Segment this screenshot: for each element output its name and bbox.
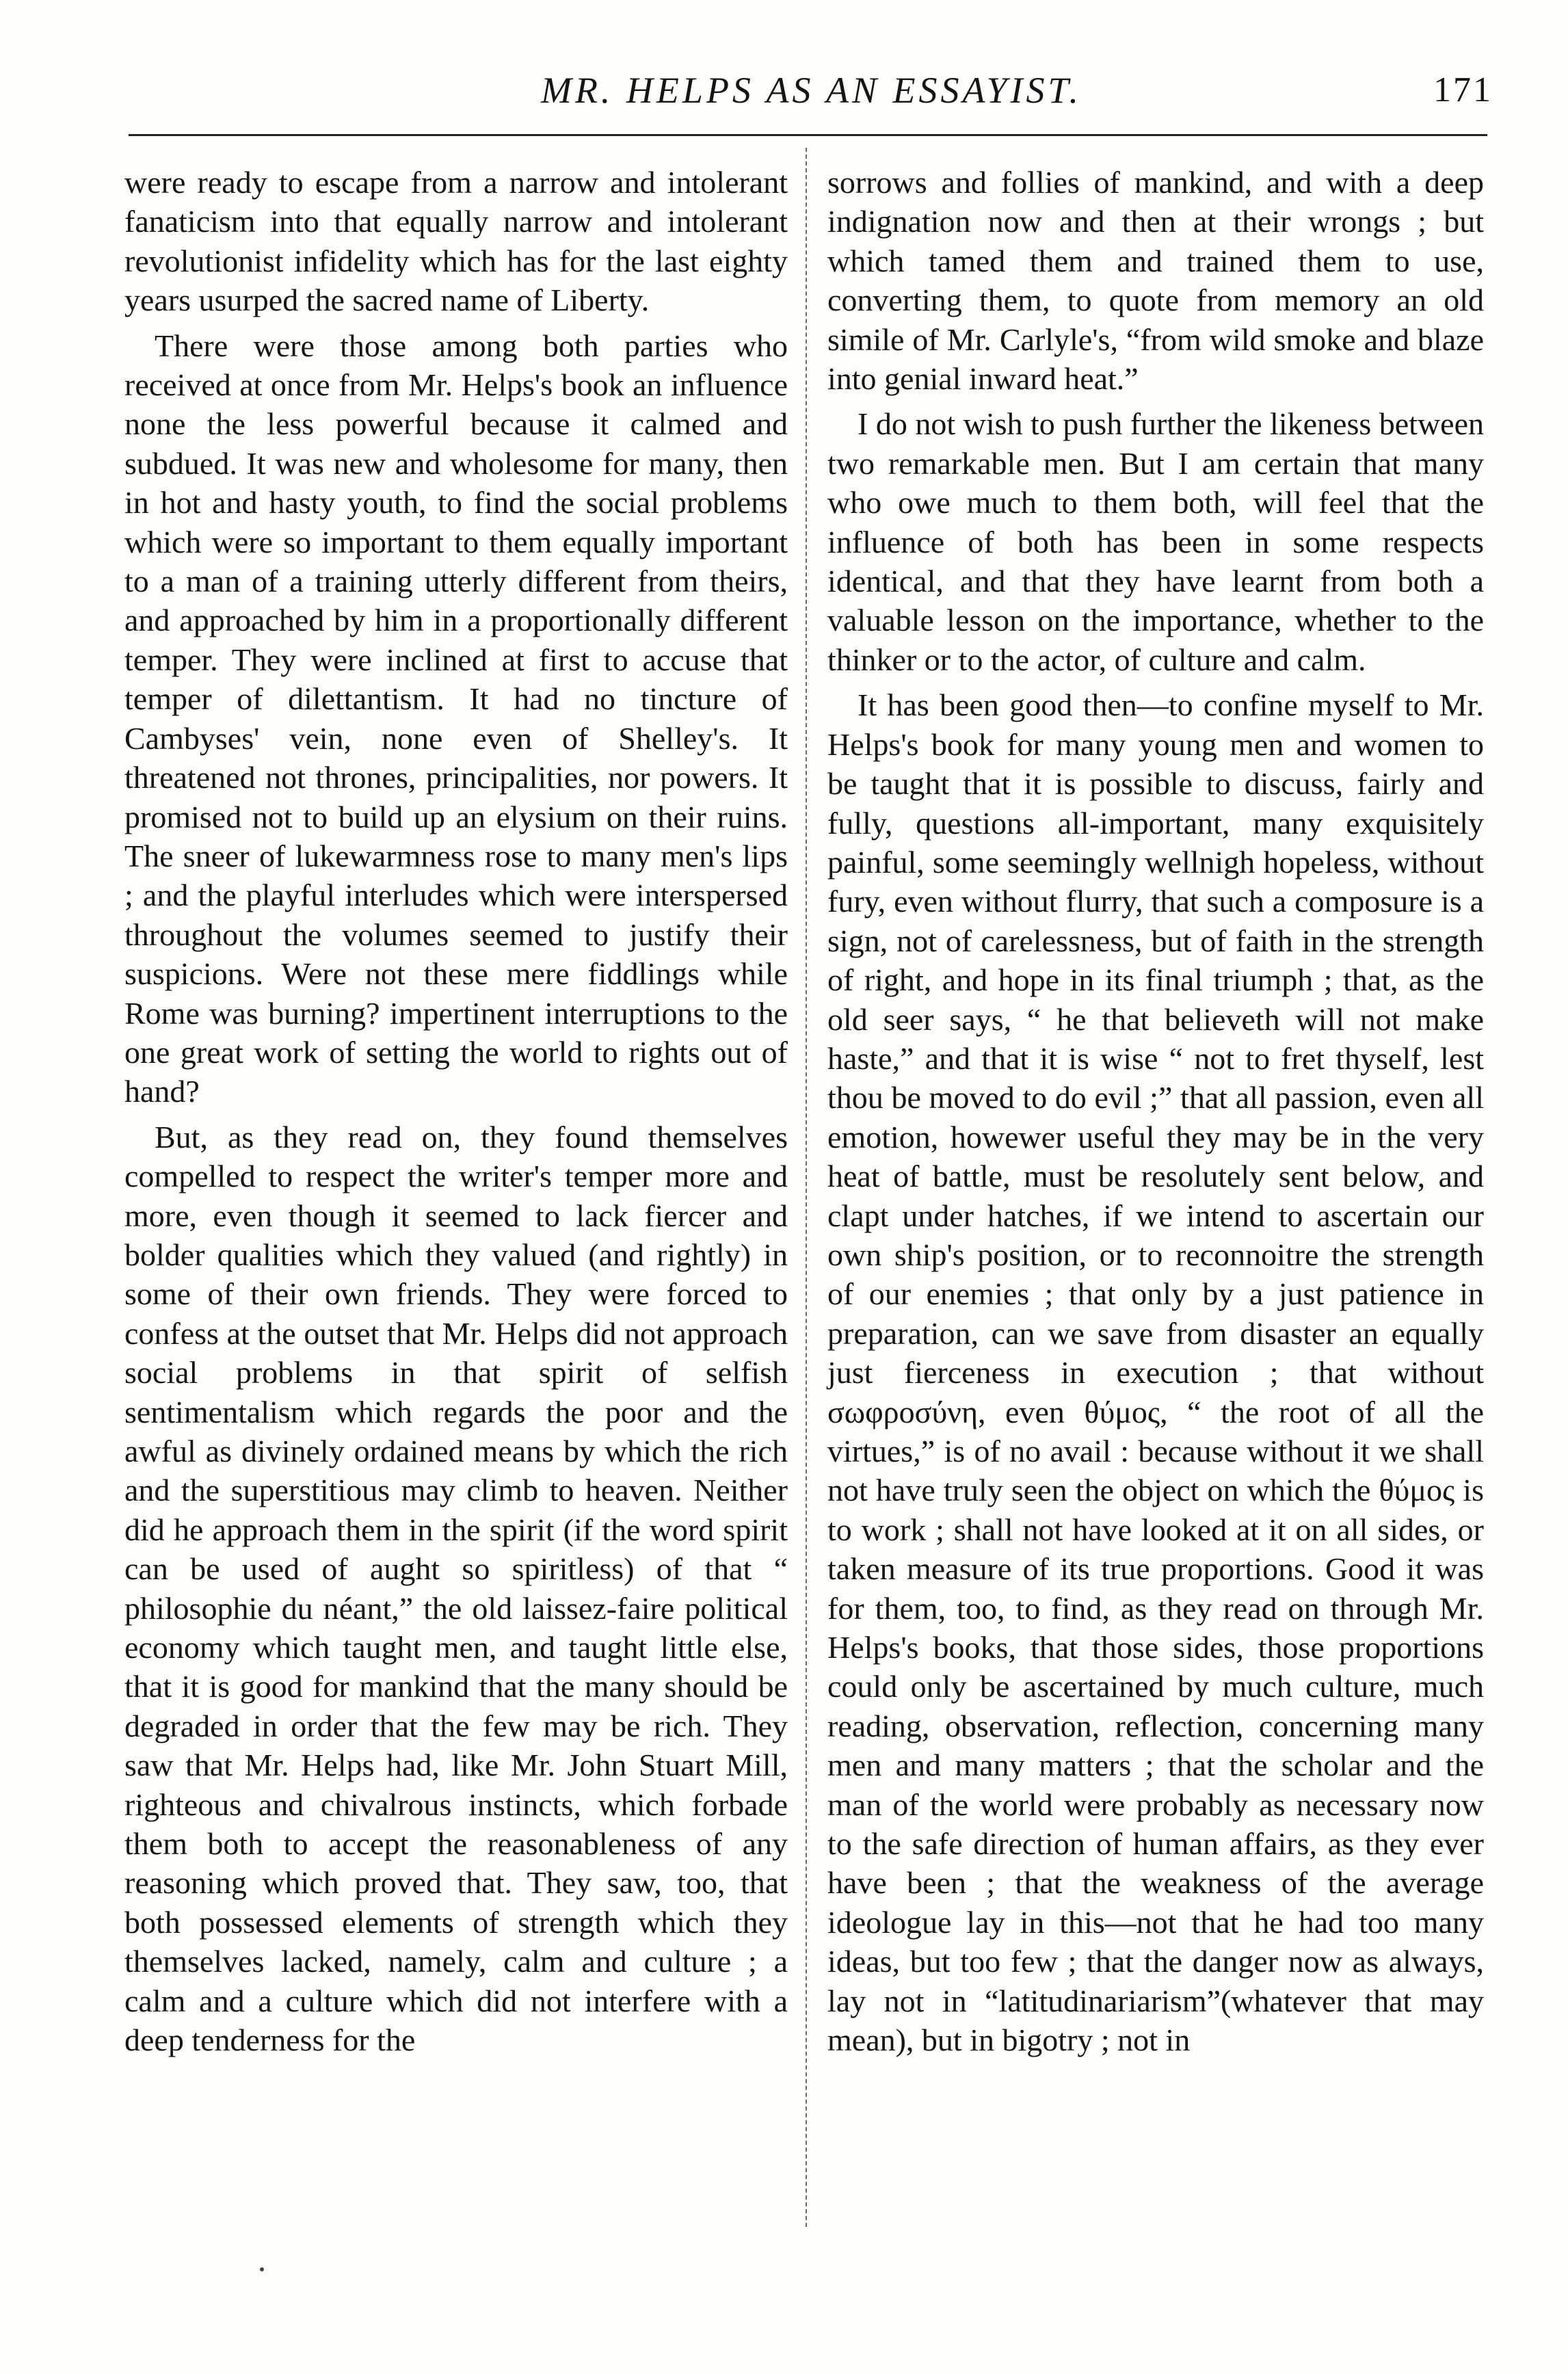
paragraph: I do not wish to push further the likeness between two remarkable men. But I am certain that many who owe much to them both, will feel that the influence of both has been in some respects identical, and that they have learnt from both a valuable lesson on the importance, whether to the thinker or to the actor, of culture and calm. <box>827 406 1484 677</box>
paragraph: It has been good then—to confine myself to Mr. Helps's book for many young men and women to be taught that it is possible to discuss, fairly and fully, questions all-important, many exquisitely painful, some seemingly wellnigh hopeless, without fury, even without flurry, that such a composure is a sign, not of carelessness, but of faith in the strength of right, and hope in its final triumph ; that, as the old seer says, “ he that believeth will not make haste,” and that it is wise “ not to fret thyself, lest thou be moved to do evil ;” that all passion, even all emotion, howewer useful they may be in the very heat of battle, must be resolutely sent below, and clapt under hatches, if we intend to ascertain our own ship's position, or to reconnoitre the strength of our enemies ; that only by a just patience in preparation, can we save from disaster an equally just fierceness in execution ; that without σωφροσύνη, even θύμος, “ the root of all the virtues,” is of no avail : because without it we shall not have truly seen the object on which the θύμος is to work ; shall not have looked at it on all sides, or taken measure of its true proportions. Good it was for them, too, to find, as they read on through Mr. Helps's books, that those sides, those proportions could only be ascertained by much culture, much reading, observation, reflection, concerning many men and many matters ; that the scholar and the man of the world were probably as necessary now to the safe direction of human affairs, as they ever have been ; that the weakness of the average ideologue lay in this—not that he had too many ideas, but too few ; that the danger now as always, lay not in “latitudinariarism”(whatever that may mean), but in bigotry ; not in <box>827 687 1484 2058</box>
paragraph: But, as they read on, they found themselves compelled to respect the writer's temper more and more, even though it seemed to lack fiercer and bolder qualities which they valued (and rightly) in some of their own friends. They were forced to confess at the outset that Mr. Helps did not approach social problems in that spirit of selfish sentimentalism which regards the poor and the awful as divinely ordained means by which the rich and the superstitious may climb to heaven. Neither did he approach them in the spirit (if the word spirit can be used of aught so spiritless) of that “ philosophie du néant,” the old laissez-faire political economy which taught men, and taught little else, that it is good for mankind that the many should be degraded in order that the few may be rich. They saw that Mr. Helps had, like Mr. John Stuart Mill, righteous and chivalrous instincts, which forbade them both to accept the reasonableness of any reasoning which proved that. They saw, too, that both possessed elements of strength which they themselves lacked, namely, calm and culture ; a calm and a culture which did not interfere with a deep tenderness for the <box>124 1119 788 2058</box>
running-title: MR. HELPS AS AN ESSAYIST. <box>540 70 1082 111</box>
paragraph: There were those among both parties who received at once from Mr. Helps's book an influence none the less powerful because it calmed and subdued. It was new and wholesome for many, then in hot and hasty youth, to find the social problems which were so important to them equally important to a man of a training utterly different from theirs, and approached by him in a proportionally different temper. They were inclined at first to accuse that temper of dilettantism. It had no tincture of Cambyses' vein, none even of Shelley's. It threatened not thrones, principalities, nor powers. It promised not to build up an elysium on their ruins. The sneer of lukewarmness rose to many men's lips ; and the playful interludes which were interspersed throughout the volumes seemed to justify their suspicions. Were not these mere fiddlings while Rome was burning? impertinent interruptions to the one great work of setting the world to rights out of hand? <box>124 328 788 1109</box>
page-number: 171 <box>1433 70 1493 109</box>
running-head <box>130 63 1493 118</box>
paragraph: were ready to escape from a narrow and intolerant fanaticism into that equally narrow and intolerant revolutionist infidelity which has for the last eighty years usurped the sacred name of Liberty. <box>124 165 788 318</box>
left-column <box>124 163 788 2066</box>
header-rule <box>129 134 1487 136</box>
ink-speck <box>260 2267 264 2271</box>
right-column <box>827 163 1484 2066</box>
column-divider <box>806 148 807 2227</box>
paragraph: sorrows and follies of mankind, and with a deep indignation now and then at their wrongs ; but which tamed them and trained them to use, converting them, to quote from memory an old simile of Mr. Carlyle's, “from wild smoke and blaze into genial inward heat.” <box>827 165 1484 397</box>
